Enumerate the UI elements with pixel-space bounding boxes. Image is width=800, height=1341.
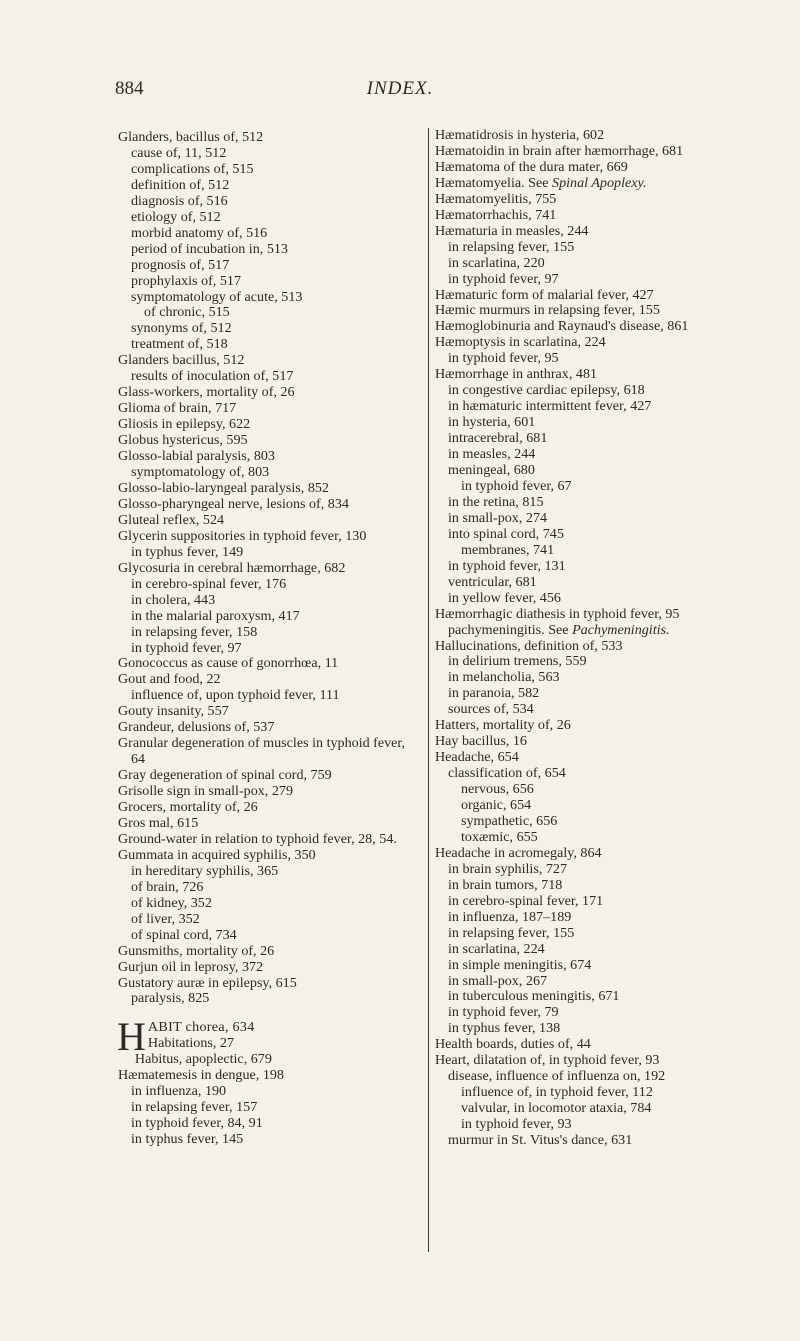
index-entry xyxy=(435,814,735,830)
index-entry-text: in hysteria, 601 xyxy=(448,414,536,431)
index-entry-text: Gunsmiths, mortality of, 26 xyxy=(118,942,275,959)
index-entry xyxy=(118,800,414,816)
index-entry xyxy=(435,798,735,814)
index-entry-text: Hay bacillus, 16 xyxy=(435,733,527,750)
running-head: INDEX. xyxy=(366,78,434,99)
index-entry-text: definition of, 512 xyxy=(131,176,230,193)
index-entry xyxy=(435,351,735,367)
index-entry-text: symptomatology of acute, 513 xyxy=(131,288,303,305)
index-entry xyxy=(118,449,414,465)
index-entry xyxy=(118,146,414,162)
index-entry xyxy=(118,848,414,864)
index-entry-text: etiology of, 512 xyxy=(131,208,221,225)
index-entry xyxy=(118,864,414,880)
index-entry-text: Hæmatoma of the dura mater, 669 xyxy=(435,158,628,175)
index-entry xyxy=(118,688,414,704)
index-entry-text: symptomatology of, 803 xyxy=(131,464,270,481)
index-entry xyxy=(118,305,414,321)
index-entry xyxy=(435,240,735,256)
index-entry-text: sympathetic, 656 xyxy=(461,812,558,829)
index-entry-text: Glycerin suppositories in typhoid fever, 130 xyxy=(118,527,367,544)
index-entry-text: Ground-water in relation to typhoid fever, 28, 54. xyxy=(118,830,397,847)
index-entry-text: sources of, 534 xyxy=(448,701,534,718)
index-entry xyxy=(435,942,735,958)
index-entry xyxy=(118,130,414,146)
index-entry-text: Glanders, bacillus of, 512 xyxy=(118,129,264,145)
index-entry-text: in congestive cardiac epilepsy, 618 xyxy=(448,382,645,399)
index-entry-text: Hatters, mortality of, 26 xyxy=(435,717,571,734)
index-entry xyxy=(435,862,735,878)
index-entry-text: in influenza, 190 xyxy=(131,1083,227,1100)
index-entry xyxy=(118,1068,414,1084)
index-entry-text: Hæmic murmurs in relapsing fever, 155 xyxy=(435,302,660,319)
drop-cap-letter: H xyxy=(117,1014,146,1060)
index-entry-text: of liver, 352 xyxy=(131,910,200,927)
index-entry xyxy=(435,1005,735,1021)
left-column xyxy=(118,130,414,1148)
index-entry-text: results of inoculation of, 517 xyxy=(131,368,294,385)
index-entry-text: in typhoid fever, 97 xyxy=(448,270,559,287)
index-entry-text: Gray degeneration of spinal cord, 759 xyxy=(118,767,332,784)
index-entry-text: in simple meningitis, 674 xyxy=(448,956,592,973)
index-entry xyxy=(118,832,414,848)
index-entry-text: in typhoid fever, 97 xyxy=(131,639,242,656)
index-entry xyxy=(118,1132,414,1148)
index-entry-text: Grocers, mortality of, 26 xyxy=(118,799,258,816)
index-entry-text: diagnosis of, 516 xyxy=(131,192,228,209)
index-entry-text: in relapsing fever, 158 xyxy=(131,623,258,640)
index-entry-text: in hereditary syphilis, 365 xyxy=(131,862,279,879)
index-entry-text: morbid anatomy of, 516 xyxy=(131,224,268,241)
index-entry xyxy=(435,702,735,718)
index-entry-text: in influenza, 187–189 xyxy=(448,908,572,925)
index-entry-text: in typhus fever, 149 xyxy=(131,543,244,560)
index-entry-text: Gummata in acquired syphilis, 350 xyxy=(118,846,316,863)
right-column xyxy=(428,128,735,1252)
index-entry xyxy=(435,288,735,304)
index-entry xyxy=(118,641,414,657)
page-number: 884 xyxy=(115,78,144,99)
index-entry-text: complications of, 515 xyxy=(131,160,254,177)
cross-reference: Pachymeningitis. xyxy=(572,621,670,638)
index-entry-text: in scarlatina, 224 xyxy=(448,940,545,957)
index-entry xyxy=(435,910,735,926)
index-entry xyxy=(435,527,735,543)
index-entry-text: influence of, upon typhoid fever, 111 xyxy=(131,687,340,704)
index-entry xyxy=(435,543,735,559)
index-entry xyxy=(435,144,735,160)
index-entry-text: Hæmaturia in measles, 244 xyxy=(435,222,589,239)
index-entry-text: Gros mal, 615 xyxy=(118,814,199,831)
index-entry xyxy=(435,128,735,144)
index-entry-text: Habitus, apoplectic, 679 xyxy=(134,1051,272,1068)
index-entry xyxy=(118,561,414,577)
index-entry: Habitations, 27 xyxy=(147,1035,235,1052)
index-entry-text: Gouty insanity, 557 xyxy=(118,703,229,720)
index-entry xyxy=(118,625,414,641)
index-entry-text: in small-pox, 267 xyxy=(448,972,548,989)
index-entry xyxy=(118,704,414,720)
index-entry xyxy=(118,321,414,337)
index-entry-text: Hæmatidrosis in hysteria, 602 xyxy=(435,127,605,143)
index-entry-text: in typhus fever, 138 xyxy=(448,1020,561,1037)
index-entry-text: Heart, dilatation of, in typhoid fever, 93 xyxy=(435,1052,660,1069)
index-entry-text: in tuberculous meningitis, 671 xyxy=(448,988,620,1005)
index-entry-text: in typhoid fever, 93 xyxy=(461,1116,572,1133)
index-entry xyxy=(435,447,735,463)
index-entry xyxy=(435,686,735,702)
index-entry xyxy=(118,1052,414,1068)
index-entry xyxy=(435,1037,735,1053)
index-entry xyxy=(118,433,414,449)
index-entry xyxy=(435,607,735,623)
index-entry-text: murmur in St. Vitus's dance, 631 xyxy=(448,1132,633,1149)
index-entry xyxy=(118,481,414,497)
index-entry xyxy=(118,290,414,306)
index-entry xyxy=(118,1084,414,1100)
index-entry-text: Gout and food, 22 xyxy=(118,671,221,688)
index-entry-text: in cholera, 443 xyxy=(131,591,216,608)
index-entry-text: nervous, 656 xyxy=(461,781,534,798)
index-entry xyxy=(118,944,414,960)
index-entry xyxy=(118,991,414,1007)
index-entry-text: in scarlatina, 220 xyxy=(448,254,545,271)
index-entry-text: Gluteal reflex, 524 xyxy=(118,511,225,528)
index-entry xyxy=(435,160,735,176)
index-entry xyxy=(118,736,414,768)
index-entry-text: classification of, 654 xyxy=(448,765,566,782)
page-header xyxy=(0,78,800,108)
index-entry-text: Globus hystericus, 595 xyxy=(118,432,248,449)
index-entry xyxy=(118,896,414,912)
index-entry-text: membranes, 741 xyxy=(461,541,555,558)
index-entry xyxy=(118,609,414,625)
index-entry xyxy=(435,830,735,846)
index-entry xyxy=(435,224,735,240)
index-entry-text: meningeal, 680 xyxy=(448,462,535,479)
index-entry-text: Hæmatoidin in brain after hæmorrhage, 681 xyxy=(435,142,684,159)
index-entry xyxy=(118,242,414,258)
index-entry-text: period of incubation in, 513 xyxy=(131,240,288,257)
index-entry-text: Hæmatomyelitis, 755 xyxy=(435,190,557,207)
index-entry xyxy=(118,258,414,274)
index-entry-text: in typhoid fever, 95 xyxy=(448,350,559,367)
index-entry xyxy=(435,766,735,782)
index-entry xyxy=(435,591,735,607)
index-entry xyxy=(435,1021,735,1037)
index-entry-text: in cerebro-spinal fever, 171 xyxy=(448,892,604,909)
index-entry-text: in measles, 244 xyxy=(448,446,536,463)
index-entry-text: synonyms of, 512 xyxy=(131,320,232,337)
index-entry xyxy=(435,718,735,734)
index-entry-text: Glanders bacillus, 512 xyxy=(118,352,245,369)
index-entry xyxy=(435,256,735,272)
index-entry-text: in typhus fever, 145 xyxy=(131,1131,244,1148)
index-entry-text: treatment of, 518 xyxy=(131,336,228,353)
index-entry-text: in melancholia, 563 xyxy=(448,669,560,686)
index-entry xyxy=(118,1100,414,1116)
index-entry-text: Grisolle sign in small-pox, 279 xyxy=(118,783,293,800)
index-entry-text: Headache, 654 xyxy=(435,749,519,766)
index-entry xyxy=(118,210,414,226)
index-entry xyxy=(435,639,735,655)
left-after-entries xyxy=(118,1052,414,1148)
index-entry-text: Gurjun oil in leprosy, 372 xyxy=(118,958,264,975)
index-entry-text: in brain syphilis, 727 xyxy=(448,860,568,877)
index-entry-text: Hæmatomyelia. See xyxy=(435,174,553,191)
cross-reference: Spinal Apoplexy. xyxy=(552,174,647,191)
index-entry xyxy=(435,192,735,208)
index-entry xyxy=(435,846,735,862)
index-entry-text: Health boards, duties of, 44 xyxy=(435,1036,591,1053)
index-entry xyxy=(435,670,735,686)
index-entry-text: in delirium tremens, 559 xyxy=(448,653,587,670)
index-entry-text: in typhoid fever, 131 xyxy=(448,557,566,574)
index-entry-text: Grandeur, delusions of, 537 xyxy=(118,719,275,736)
index-entry: ABIT chorea, 634 xyxy=(147,1019,255,1036)
index-entry xyxy=(118,577,414,593)
index-entry xyxy=(435,1117,735,1133)
index-entry-text: in relapsing fever, 155 xyxy=(448,924,575,941)
index-entry xyxy=(118,593,414,609)
left-entries xyxy=(118,130,414,1007)
index-entry xyxy=(435,335,735,351)
index-entry xyxy=(435,782,735,798)
index-entry xyxy=(435,974,735,990)
index-entry xyxy=(435,511,735,527)
index-entry xyxy=(435,399,735,415)
index-entry xyxy=(118,353,414,369)
index-entry-text: in brain tumors, 718 xyxy=(448,876,563,893)
index-entry xyxy=(118,226,414,242)
index-entry xyxy=(118,369,414,385)
index-entry xyxy=(118,465,414,481)
index-entry-text: in relapsing fever, 155 xyxy=(448,238,575,255)
index-entry xyxy=(118,672,414,688)
index-entry-text: Hæmatorrhachis, 741 xyxy=(435,206,557,223)
index-entry-text: cause of, 11, 512 xyxy=(131,144,227,161)
index-entry xyxy=(118,720,414,736)
index-entry-text: Hæmorrhagic diathesis in typhoid fever, 95 xyxy=(435,605,680,622)
index-entry xyxy=(118,274,414,290)
index-entry xyxy=(118,401,414,417)
index-entry-text: Gustatory auræ in epilepsy, 615 xyxy=(118,974,297,991)
index-entry xyxy=(435,559,735,575)
index-entry xyxy=(435,575,735,591)
index-entry xyxy=(435,989,735,1005)
index-entry-text: pachymeningitis. See xyxy=(448,621,573,638)
index-entry xyxy=(435,463,735,479)
index-entry-text: influence of, in typhoid fever, 112 xyxy=(461,1084,653,1101)
index-entry-text: Hæmoglobinuria and Raynaud's disease, 861 xyxy=(435,318,689,335)
index-entry xyxy=(118,928,414,944)
index-entry-text: of chronic, 515 xyxy=(144,304,230,321)
index-entry-text: of spinal cord, 734 xyxy=(131,926,237,943)
index-entry xyxy=(435,878,735,894)
index-entry xyxy=(118,194,414,210)
index-entry-text: organic, 654 xyxy=(461,797,532,814)
index-entry xyxy=(118,545,414,561)
index-entry-text: Glosso-labio-laryngeal paralysis, 852 xyxy=(118,479,329,496)
index-entry xyxy=(118,178,414,194)
index-entry xyxy=(435,479,735,495)
index-entry-text: valvular, in locomotor ataxia, 784 xyxy=(461,1100,652,1117)
index-entry xyxy=(118,513,414,529)
index-entry-text: Glycosuria in cerebral hæmorrhage, 682 xyxy=(118,559,346,576)
index-entry-text: prognosis of, 517 xyxy=(131,256,230,273)
index-entry-text: in typhoid fever, 84, 91 xyxy=(131,1115,263,1132)
index-entry xyxy=(118,656,414,672)
index-entry-text: in small-pox, 274 xyxy=(448,509,548,526)
index-entry xyxy=(435,1101,735,1117)
index-entry xyxy=(435,654,735,670)
index-entry-text: Headache in acromegaly, 864 xyxy=(435,844,602,861)
index-entry-text: in yellow fever, 456 xyxy=(448,589,561,606)
index-entry-text: into spinal cord, 745 xyxy=(448,525,564,542)
index-entry xyxy=(118,417,414,433)
index-entry-text: Hallucinations, definition of, 533 xyxy=(435,637,623,654)
index-entry xyxy=(118,497,414,513)
index-entry-text: in paranoia, 582 xyxy=(448,685,540,702)
index-entry xyxy=(118,768,414,784)
index-entry xyxy=(118,529,414,545)
index-entry xyxy=(118,912,414,928)
index-entry xyxy=(118,880,414,896)
index-entry xyxy=(118,960,414,976)
index-entry-text: Gonococcus as cause of gonorrhœa, 11 xyxy=(118,655,339,672)
index-entry-text: intracerebral, 681 xyxy=(448,430,548,447)
index-entry xyxy=(118,816,414,832)
index-entry-text: Glosso-labial paralysis, 803 xyxy=(118,448,275,465)
index-entry-text: disease, influence of influenza on, 192 xyxy=(448,1068,666,1085)
index-entry xyxy=(435,894,735,910)
index-entry-text: in typhoid fever, 67 xyxy=(461,477,572,494)
index-entry-text: in the malarial paroxysm, 417 xyxy=(131,607,300,624)
index-entry xyxy=(118,976,414,992)
index-entry xyxy=(435,926,735,942)
index-entry xyxy=(435,958,735,974)
index-entry-text: Hæmatemesis in dengue, 198 xyxy=(118,1067,284,1084)
index-entry-text: in hæmaturic intermittent fever, 427 xyxy=(448,398,652,415)
index-entry-text: in relapsing fever, 157 xyxy=(131,1099,258,1116)
index-entry-text: Glosso-pharyngeal nerve, lesions of, 834 xyxy=(118,495,349,512)
index-entry xyxy=(435,383,735,399)
index-entry xyxy=(435,303,735,319)
index-entry xyxy=(118,784,414,800)
index-entry-text: Hæmorrhage in anthrax, 481 xyxy=(435,366,598,383)
index-entry xyxy=(435,495,735,511)
index-entry-text: in the retina, 815 xyxy=(448,493,544,510)
index-entry xyxy=(118,162,414,178)
index-entry xyxy=(435,367,735,383)
right-entries xyxy=(435,128,735,1149)
index-entry xyxy=(435,1053,735,1069)
index-entry xyxy=(435,208,735,224)
index-entry-text: Hæmoptysis in scarlatina, 224 xyxy=(435,334,606,351)
index-entry-text: in typhoid fever, 79 xyxy=(448,1004,559,1021)
index-entry xyxy=(435,431,735,447)
index-entry xyxy=(435,319,735,335)
index-entry xyxy=(435,623,735,639)
index-entry-text: ventricular, 681 xyxy=(448,573,537,590)
index-entry-text: of brain, 726 xyxy=(131,878,204,895)
index-entry xyxy=(435,415,735,431)
index-entry-text: paralysis, 825 xyxy=(131,990,210,1007)
index-entry xyxy=(435,1133,735,1149)
index-entry xyxy=(435,1085,735,1101)
index-entry-text: toxæmic, 655 xyxy=(461,828,538,845)
index-entry-text: Glioma of brain, 717 xyxy=(118,400,237,417)
index-entry xyxy=(118,385,414,401)
index-entry xyxy=(435,176,735,192)
index-entry-text: in cerebro-spinal fever, 176 xyxy=(131,575,287,592)
index-entry xyxy=(435,750,735,766)
index-entry xyxy=(435,1069,735,1085)
index-entry xyxy=(435,272,735,288)
index-entry-text: of kidney, 352 xyxy=(131,894,212,911)
index-entry-text: prophylaxis of, 517 xyxy=(131,272,241,289)
index-entry-text: Granular degeneration of muscles in typhoid fever, 64 xyxy=(118,735,406,768)
index-entry-text: Gliosis in epilepsy, 622 xyxy=(118,416,251,433)
index-entry-text: Hæmaturic form of malarial fever, 427 xyxy=(435,286,654,303)
index-entry-text: Glass-workers, mortality of, 26 xyxy=(118,384,295,401)
index-entry xyxy=(118,337,414,353)
index-entry xyxy=(435,734,735,750)
index-entry xyxy=(118,1116,414,1132)
